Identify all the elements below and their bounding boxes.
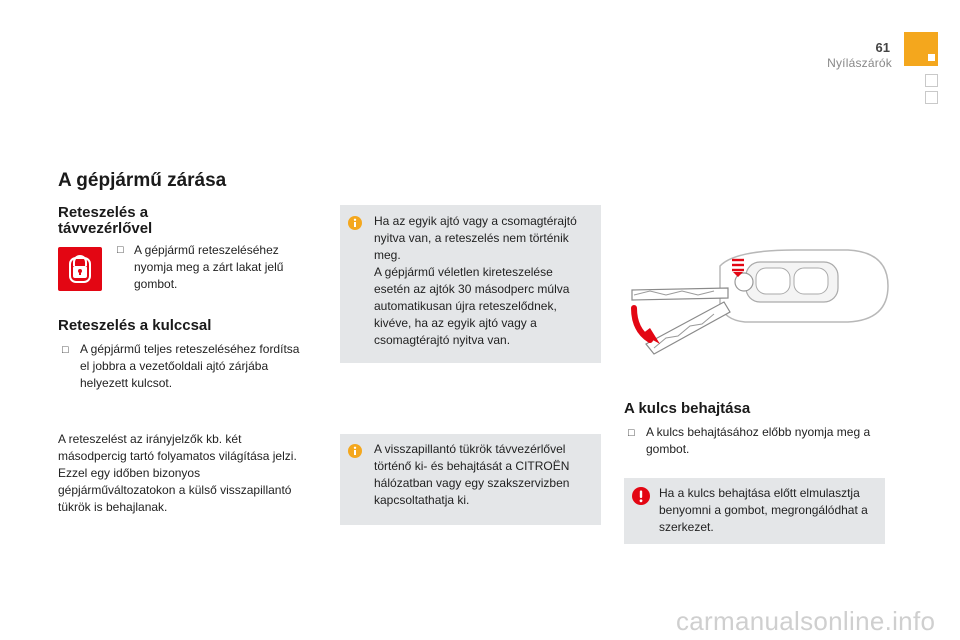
- text-line: tükrök is behajlanak.: [58, 500, 168, 514]
- indicator-paragraph: [58, 431, 297, 516]
- text-line: kapcsoltathatja ki.: [374, 493, 470, 507]
- warning-text: [659, 485, 881, 536]
- text-line: kivéve, ha az egyik ajtó vagy a: [374, 316, 537, 330]
- text-line: nyomja meg a zárt lakat jelű: [134, 260, 284, 274]
- text-line: automatikusan újra reteszelődnek,: [374, 299, 557, 313]
- info-text: [374, 213, 596, 349]
- page-number: 61: [875, 40, 890, 55]
- watermark: carmanualsonline.info: [676, 606, 936, 636]
- text-line: A gépjármű véletlen kireteszelése: [374, 265, 553, 279]
- info-box: [340, 205, 601, 363]
- text-line: A gépjármű reteszeléséhez: [134, 243, 279, 257]
- info-box: [340, 434, 601, 525]
- chapter-tab-empty[interactable]: [925, 74, 938, 87]
- page-title: A gépjármű zárása: [58, 170, 227, 191]
- remote-heading-line: Reteszelés a: [58, 204, 149, 221]
- lock-icon: [58, 247, 102, 291]
- text-line: A gépjármű teljes reteszeléséhez fordítsa: [80, 342, 300, 356]
- text-line: másodpercig tartó folyamatos világítása jelzi.: [58, 449, 297, 463]
- text-line: Ezzel egy időben bizonyos: [58, 466, 201, 480]
- chapter-tab-marker: [928, 54, 935, 61]
- text-line: Ha a kulcs behajtása előtt elmulasztja: [659, 486, 860, 500]
- text-line: benyomni a gombot, megrongálódhat a: [659, 503, 868, 517]
- text-line: meg.: [374, 248, 401, 262]
- info-icon: [348, 216, 362, 230]
- fold-heading: A kulcs behajtása: [624, 400, 751, 417]
- text-line: helyezett kulcsot.: [80, 376, 173, 390]
- text-line: gombot.: [134, 277, 178, 291]
- text-line: A kulcs behajtásához előbb nyomja meg a: [646, 425, 871, 439]
- text-line: hálózatban vagy egy szakszervizben: [374, 476, 570, 490]
- remote-heading-line: távvezérlővel: [58, 220, 153, 237]
- bullet-glyph: □: [628, 427, 635, 439]
- info-text: [374, 441, 596, 509]
- key-heading: Reteszelés a kulccsal: [58, 317, 212, 334]
- warning-box: [624, 478, 885, 544]
- text-line: A visszapillantó tükrök távvezérlővel: [374, 442, 566, 456]
- text-line: Ha az egyik ajtó vagy a csomagtérajtó: [374, 214, 577, 228]
- remote-heading: [58, 205, 152, 237]
- text-line: gépjárműváltozatokon a külső visszapillantó: [58, 483, 292, 497]
- text-line: esetén az ajtók 30 másodperc múlva: [374, 282, 570, 296]
- text-line: történő ki- és behajtását a CITROËN: [374, 459, 570, 473]
- section-title: Nyílászárók: [827, 56, 892, 70]
- warning-icon: [632, 487, 650, 505]
- bullet-glyph: □: [117, 244, 124, 256]
- bullet-glyph: □: [62, 344, 69, 356]
- text-line: gombot.: [646, 442, 690, 456]
- chapter-tab-empty[interactable]: [925, 91, 938, 104]
- text-line: csomagtérajtó nyitva van.: [374, 333, 511, 347]
- remote-instruction: [134, 242, 283, 293]
- key-instruction: [80, 341, 299, 392]
- text-line: el jobbra a vezetőoldali ajtó zárjába: [80, 359, 269, 373]
- fold-instruction: [646, 424, 870, 458]
- text-line: nyitva van, a reteszelés nem történik: [374, 231, 569, 245]
- text-line: szerkezet.: [659, 520, 714, 534]
- text-line: A reteszelést az irányjelzők kb. két: [58, 432, 242, 446]
- folding-key-illustration: [620, 244, 892, 374]
- info-icon: [348, 444, 362, 458]
